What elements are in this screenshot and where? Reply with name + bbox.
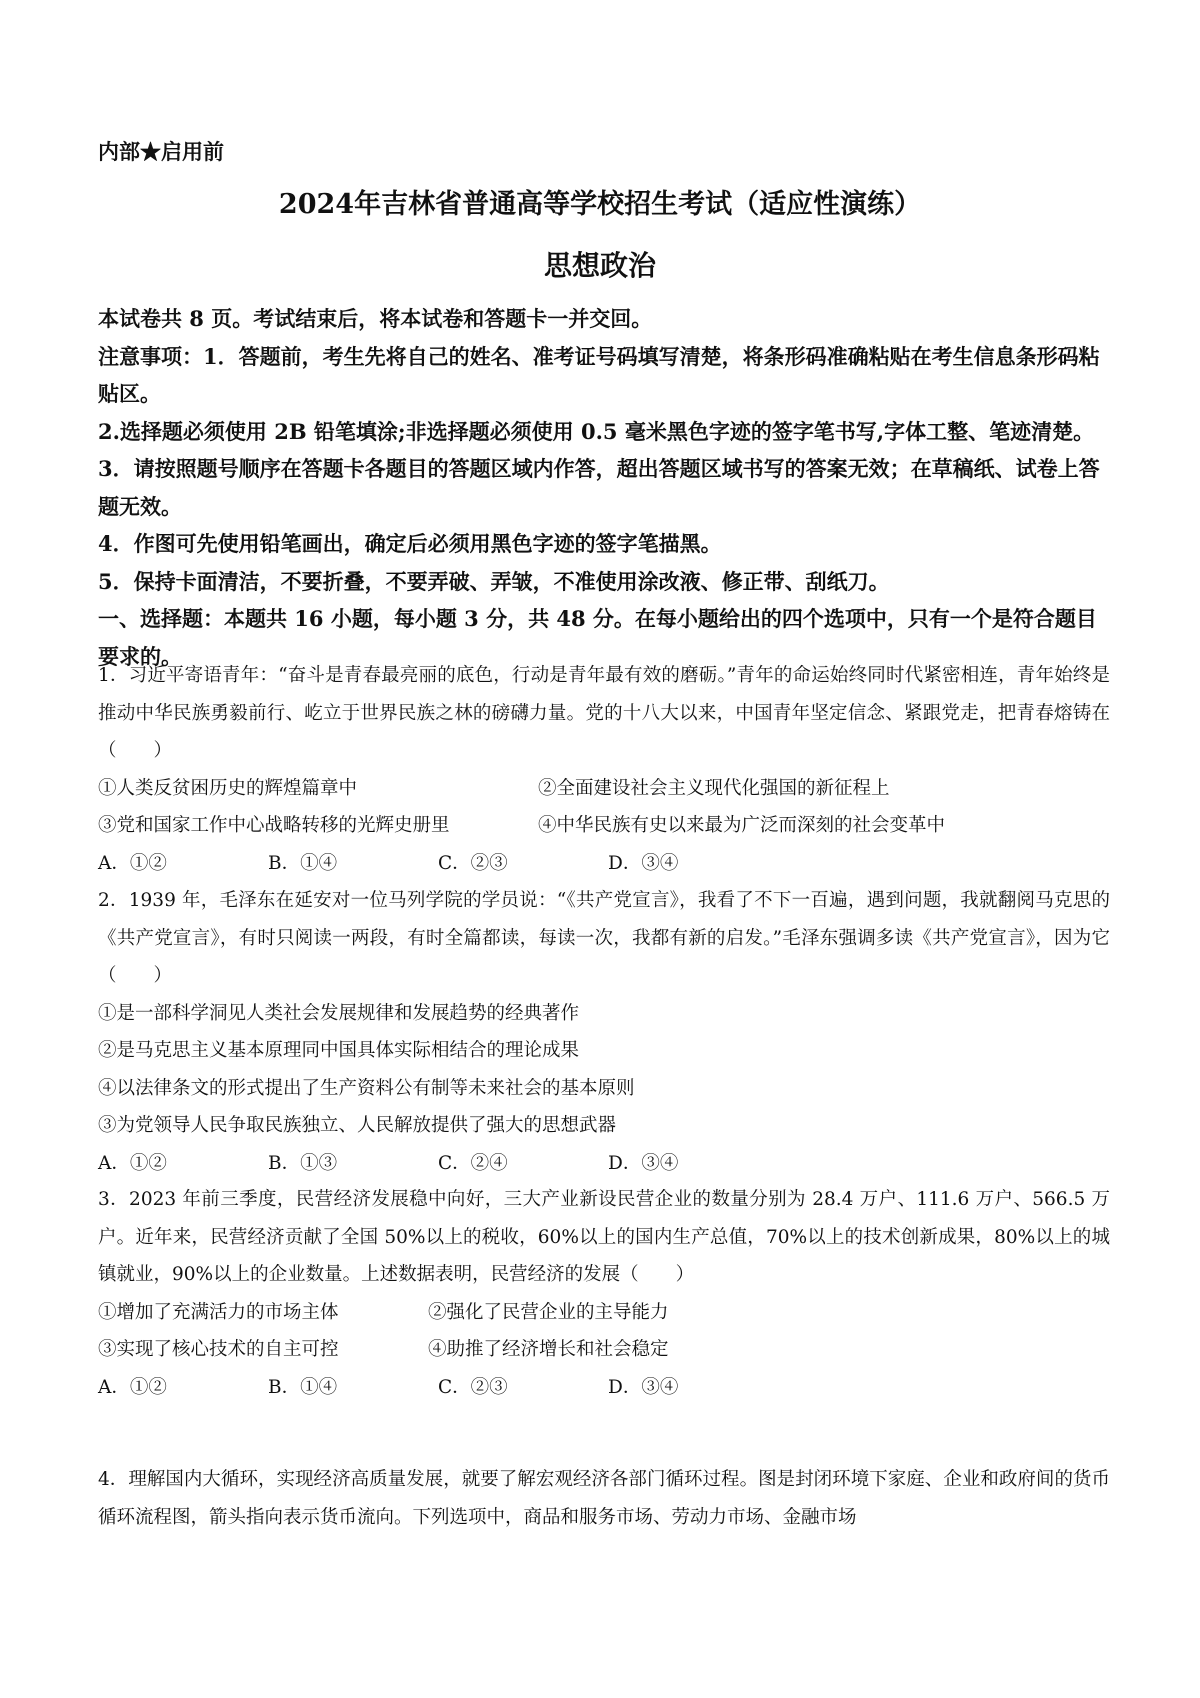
- option-row: [98, 770, 1110, 808]
- answer-choice: B．①④: [268, 1376, 338, 1398]
- question-4: [98, 1461, 1110, 1536]
- question-stem: 3．2023 年前三季度，民营经济发展稳中向好，三大产业新设民营企业的数量分别为 28.4 万户、111.6 万户、566.5 万户。近年来，民营经济贡献了全国 50%以上的税收，60%以上的国内生产总值，70%以上的技术创新成果，80%以上的城镇就业，90%以上的企业数量。上述数据表明，民营经济的发展（ ）: [98, 1189, 1110, 1285]
- instruction-line: 4．作图可先使用铅笔画出，确定后必须用黑色字迹的签字笔描黑。: [98, 531, 722, 556]
- option-row: [98, 1294, 1110, 1332]
- option: ①是一部科学洞见人类社会发展规律和发展趋势的经典著作: [98, 1002, 580, 1024]
- instruction-line: 2.选择题必须使用 2B 铅笔填涂;非选择题必须使用 0.5 毫米黑色字迹的签字笔书写,字体工整、笔迹清楚。: [98, 418, 1095, 444]
- answer-choices: [98, 845, 1110, 883]
- option: ④以法律条文的形式提出了生产资料公有制等未来社会的基本原则: [98, 1077, 635, 1099]
- option: ①人类反贫困历史的辉煌篇章中: [98, 777, 358, 799]
- option: ③党和国家工作中心战略转移的光辉史册里: [98, 815, 450, 836]
- question-3: [98, 1181, 1110, 1406]
- exam-instructions: [98, 300, 1110, 675]
- section-heading: 一、选择题：本题共 16 小题，每小题 3 分，共 48 分。在每小题给出的四个选项中，只有一个是符合题目要求的。: [98, 606, 1097, 669]
- confidential-label: 内部★启用前: [98, 139, 224, 164]
- answer-choice: A．①②: [98, 852, 167, 874]
- option: ②强化了民营企业的主导能力: [428, 1301, 669, 1323]
- option: ④中华民族有史以来最为广泛而深刻的社会变革中: [538, 815, 946, 836]
- answer-choice: B．①④: [268, 852, 338, 874]
- instruction-line: 注意事项：1．答题前，考生先将自己的姓名、准考证号码填写清楚，将条形码准确粘贴在考生信息条形码粘贴区。: [98, 343, 1100, 406]
- question-1: [98, 657, 1110, 882]
- question-stem: 1．习近平寄语青年：“奋斗是青春最亮丽的底色，行动是青年最有效的磨砺。”青年的命运始终同时代紧密相连，青年始终是推动中华民族勇毅前行、屹立于世界民族之林的磅礴力量。党的十八大以来，中国青年坚定信念、紧跟党走，把青春熔铸在（ ）: [98, 665, 1110, 761]
- instruction-line: 本试卷共 8 页。考试结束后，将本试卷和答题卡一并交回。: [98, 306, 653, 331]
- option-row: [98, 1331, 1110, 1369]
- option: ②全面建设社会主义现代化强国的新征程上: [538, 777, 890, 799]
- option: ③实现了核心技术的自主可控: [98, 1339, 339, 1360]
- option: ②是马克思主义基本原理同中国具体实际相结合的理论成果: [98, 1040, 580, 1061]
- answer-choice: C．②④: [438, 1152, 508, 1174]
- question-stem: 4．理解国内大循环，实现经济高质量发展，就要了解宏观经济各部门循环过程。图是封闭环境下家庭、企业和政府间的货币循环流程图，箭头指向表示货币流向。下列选项中，商品和服务市场、劳动力市场、金融市场: [98, 1469, 1110, 1528]
- option: ④助推了经济增长和社会稳定: [428, 1339, 669, 1360]
- answer-choices: [98, 1145, 1110, 1183]
- question-stem: 2．1939 年，毛泽东在延安对一位马列学院的学员说：“《共产党宣言》，我看了不下一百遍，遇到问题，我就翻阅马克思的《共产党宣言》，有时只阅读一两段，有时全篇都读，每读一次，我都有新的启发。”毛泽东强调多读《共产党宣言》，因为它（ ）: [98, 890, 1110, 986]
- option: ①增加了充满活力的市场主体: [98, 1301, 339, 1323]
- answer-choice: D．③④: [608, 852, 679, 874]
- answer-choice: C．②③: [438, 1376, 508, 1398]
- answer-choice: C．②③: [438, 852, 508, 874]
- exam-title: 2024年吉林省普通高等学校招生考试（适应性演练）: [278, 189, 922, 220]
- question-2: [98, 882, 1110, 1182]
- answer-choice: A．①②: [98, 1152, 167, 1174]
- option-row: [98, 807, 1110, 845]
- answer-choices: [98, 1369, 1110, 1407]
- answer-choice: D．③④: [608, 1152, 679, 1174]
- instruction-line: 3．请按照题号顺序在答题卡各题目的答题区域内作答，超出答题区域书写的答案无效；在草稿纸、试卷上答题无效。: [98, 456, 1100, 519]
- answer-choice: A．①②: [98, 1376, 167, 1398]
- answer-choice: D．③④: [608, 1376, 679, 1398]
- option: ③为党领导人民争取民族独立、人民解放提供了强大的思想武器: [98, 1115, 617, 1136]
- answer-choice: B．①③: [268, 1152, 338, 1174]
- subject-title: 思想政治: [543, 249, 656, 282]
- instruction-line: 5．保持卡面清洁，不要折叠，不要弄破、弄皱，不准使用涂改液、修正带、刮纸刀。: [98, 568, 890, 594]
